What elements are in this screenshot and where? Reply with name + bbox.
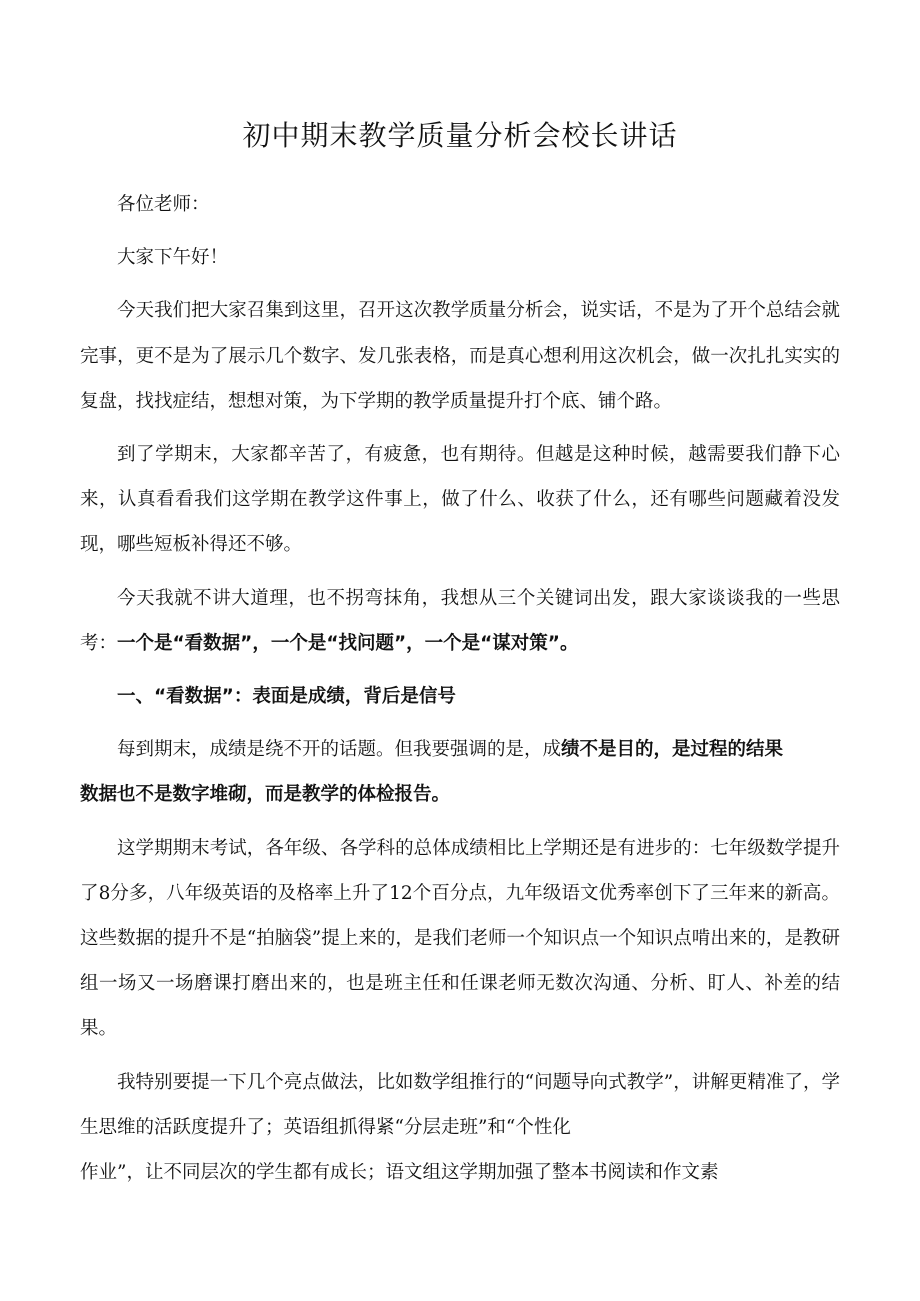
paragraph-intro-3 bbox=[80, 576, 840, 666]
s1-p1-emphasis-2: 数据也不是数字堆砌，而是教学的体检报告。 bbox=[80, 784, 451, 806]
document-body bbox=[80, 182, 840, 1203]
paragraph-intro-1: 今天我们把大家召集到这里，召开这次教学质量分析会，说实话，不是为了开个总结会就完事，更不是为了展示几个数字、发几张表格，而是真心想利用这次机会，做一次扎扎实实的复盘，找找症结，想想对策，为下学期的教学质量提升打个底、铺个路。 bbox=[80, 300, 840, 412]
s1-p3-line-2: 作业”，让不同层次的学生都有成长；语文组这学期加强了整本书阅读和作文素 bbox=[80, 1162, 719, 1184]
paragraph-s1-3 bbox=[80, 1060, 840, 1196]
s1-p1-emphasis: 绩不是目的，是过程的结果 bbox=[561, 739, 784, 761]
greeting: 大家下午好！ bbox=[117, 247, 229, 269]
s1-p1-text: 每到期末，成绩是绕不开的话题。但我要强调的是，成 bbox=[117, 739, 562, 761]
intro-3-text: 今天我就不讲大道理，也不拐弯抹角，我想从三个关键词出发，跟大家谈谈我的一些思考： bbox=[80, 587, 840, 654]
page-title: 初中期末教学质量分析会校长讲话 bbox=[242, 119, 678, 152]
paragraph-intro-2: 到了学期末，大家都辛苦了，有疲惫，也有期待。但越是这种时候，越需要我们静下心来，认真看看我们这学期在教学这件事上，做了什么、收获了什么，还有哪些问题藏着没发现，哪些短板补得还不够。 bbox=[80, 444, 840, 556]
paragraph-s1-2: 这学期期末考试，各年级、各学科的总体成绩相比上学期还是有进步的：七年级数学提升了8分多，八年级英语的及格率上升了12个百分点，九年级语文优秀率创下了三年来的新高。这些数据的提升不是“拍脑袋”提上来的，是我们老师一个知识点一个知识点啃出来的，是教研组一场又一场磨课打磨出来的，也是班主任和任课老师无数次沟通、分析、盯人、补差的结果。 bbox=[80, 837, 840, 1040]
s1-p3-line-1: 我特别要提一下几个亮点做法，比如数学组推行的“问题导向式教学”，讲解更精准了，学生思维的活跃度提升了；英语组抓得紧“分层走班”和“个性化 bbox=[80, 1071, 840, 1138]
paragraph-s1-1 bbox=[80, 727, 840, 817]
keywords-emphasis: 一个是“看数据”，一个是“找问题”，一个是“谋对策”。 bbox=[117, 632, 579, 654]
salutation: 各位老师： bbox=[117, 194, 210, 215]
section-1-heading: 一、“看数据”：表面是成绩，背后是信号 bbox=[117, 686, 456, 708]
